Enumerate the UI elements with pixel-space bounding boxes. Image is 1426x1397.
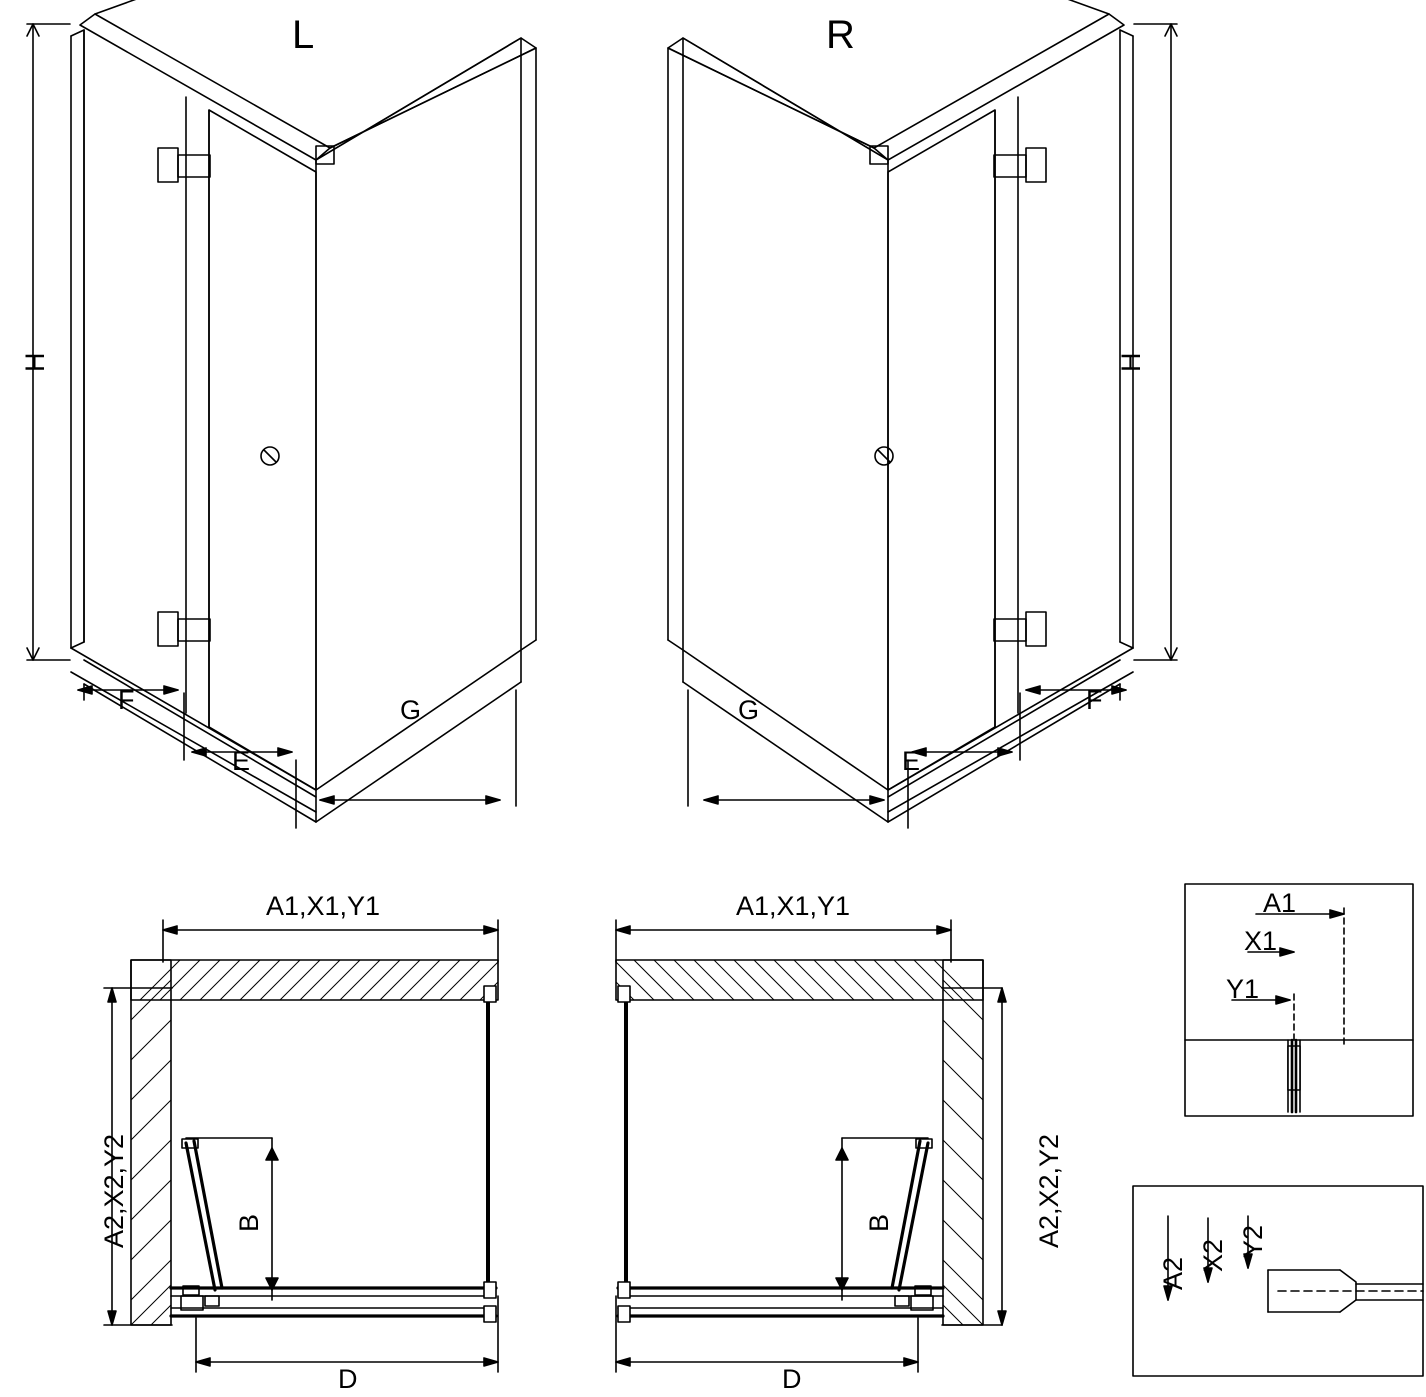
- dim-height-right: H: [1116, 352, 1146, 372]
- detail-dim-y2: Y2: [1238, 1224, 1268, 1258]
- detail-dim-x1: X1: [1244, 926, 1278, 956]
- dim-f-right: F: [1086, 685, 1103, 715]
- dim-e-left: E: [232, 746, 251, 776]
- view-label-right: R: [826, 13, 855, 57]
- detail-dim-x2: X2: [1198, 1238, 1228, 1272]
- dim-a1x1y1-left: A1,X1,Y1: [266, 891, 381, 921]
- dim-a2x2y2-right: A2,X2,Y2: [1034, 1133, 1064, 1248]
- dim-d-right: D: [782, 1364, 802, 1394]
- dim-e-right: E: [902, 746, 921, 776]
- dim-a2x2y2-left: A2,X2,Y2: [99, 1133, 129, 1248]
- detail-dim-y1: Y1: [1226, 974, 1260, 1004]
- dim-b-left: B: [234, 1213, 264, 1232]
- detail-dim-a1: A1: [1263, 888, 1297, 918]
- dim-d-left: D: [338, 1364, 358, 1394]
- dim-b-right: B: [864, 1213, 894, 1232]
- view-label-left: L: [292, 13, 315, 57]
- dim-g-left: G: [400, 695, 422, 725]
- dim-height-left: H: [20, 352, 50, 372]
- dim-a1x1y1-right: A1,X1,Y1: [736, 891, 851, 921]
- dim-g-right: G: [738, 695, 760, 725]
- detail-dim-a2: A2: [1158, 1256, 1188, 1290]
- dim-f-left: F: [118, 685, 135, 715]
